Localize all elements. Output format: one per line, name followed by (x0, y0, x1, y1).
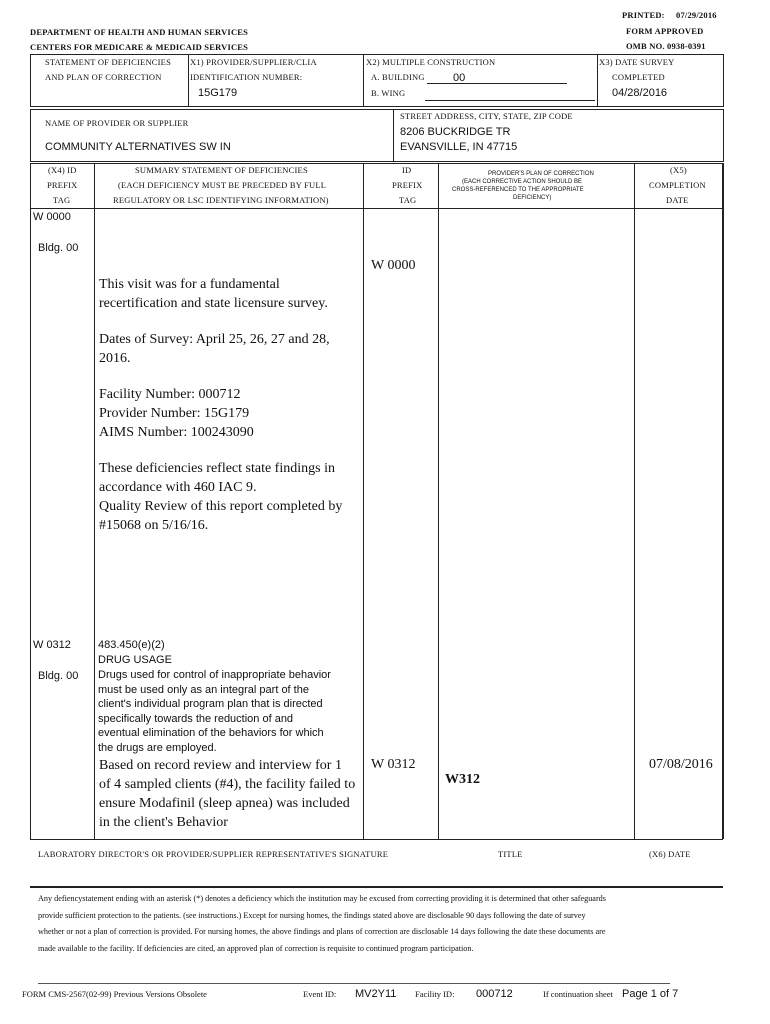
w0312-right-tag: W 0312 (371, 757, 416, 772)
facility-id-value: 000712 (476, 988, 513, 1000)
x3-label-2: COMPLETED (612, 72, 665, 82)
plan-header-4: DEFICIENCY) (513, 195, 552, 201)
w0312-tag: W 0312 (33, 639, 71, 651)
w0000-tag: W 0000 (33, 211, 71, 223)
department-title: DEPARTMENT OF HEALTH AND HUMAN SERVICES (30, 27, 249, 37)
facility-id-label: Facility ID: (415, 989, 455, 999)
centers-title: CENTERS FOR MEDICARE & MEDICAID SERVICES (30, 42, 249, 52)
completion-date: 07/08/2016 (649, 757, 713, 772)
id-header-3: TAG (399, 195, 417, 205)
x4-header-3: TAG (53, 195, 71, 205)
x5-header-2: COMPLETION (649, 180, 706, 190)
disclaimer-text: Any defiencystatement ending with an asterisk (*) denotes a deficiency which the institution may be excused from correcting providing it is determined that other safeguards provide sufficient protection to the patients. (see instructions.) Except for nursing homes, the findings stated above are disclosable 90 days following the date of survey whether or not a plan of correction is provided. For nursing homes, the above findings and plans of correction are disclosable 14 days following the date these documents are made available to the facility. If deficiencies are cited, an approved plan of correction is requisite to continued program participation. (38, 894, 606, 953)
regulation-title: DRUG USAGE (98, 654, 172, 666)
state-findings: These deficiencies reflect state findings in accordance with 460 IAC 9. (99, 461, 335, 495)
provider-name-value: COMMUNITY ALTERNATIVES SW IN (45, 141, 231, 153)
x2-label: X2) MULTIPLE CONSTRUCTION (366, 57, 496, 67)
x1-label-2: IDENTIFICATION NUMBER: (190, 72, 303, 82)
visit-description: This visit was for a fundamental recertification and state licensure survey. (99, 277, 328, 311)
plan-header-3: CROSS-REFERENCED TO THE APPROPRIATE (452, 187, 584, 193)
w0312-building: Bldg. 00 (38, 670, 79, 682)
omb-number: OMB NO. 0938-0391 (626, 41, 706, 51)
printed-label: PRINTED: (622, 10, 665, 20)
signature-label: LABORATORY DIRECTOR'S OR PROVIDER/SUPPLIER REPRESENTATIVE'S SIGNATURE (38, 849, 389, 859)
statement-label-2: AND PLAN OF CORRECTION (45, 72, 162, 82)
summary-header-2: (EACH DEFICIENCY MUST BE PRECEDED BY FULL (118, 180, 327, 190)
title-label: TITLE (498, 849, 523, 859)
finding-text: Based on record review and interview for 1 of 4 sampled clients (#4), the facility failed to ensure Modafinil (sleep apnea) was included in the client's Behavior (99, 758, 356, 830)
x5-header-1: (X5) (670, 165, 687, 175)
plan-header-2: (EACH CORRECTIVE ACTION SHOULD BE (462, 179, 583, 185)
wing-label: B. WING (371, 88, 406, 98)
regulation-code: 483.450(e)(2) (98, 639, 165, 651)
statement-label-1: STATEMENT OF DEFICIENCIES (45, 57, 172, 67)
id-header-2: PREFIX (392, 180, 423, 190)
summary-header-3: REGULATORY OR LSC IDENTIFYING INFORMATION) (113, 195, 329, 205)
building-label: A. BUILDING (371, 72, 425, 82)
id-header-1: ID (402, 165, 412, 175)
regulation-text: Drugs used for control of inappropriate behavior must be used only as an integral part of the client's individual program plan that is directed specifically towards the reduction of and eventual elimination of the behaviors for which the drugs are employed. (98, 669, 331, 754)
quality-review: Quality Review of this report completed by #15068 on 5/16/16. (99, 499, 343, 533)
address-line-1: 8206 BUCKRIDGE TR (400, 126, 511, 138)
x4-header-1: (X4) ID (48, 165, 77, 175)
provider-name-label: NAME OF PROVIDER OR SUPPLIER (45, 118, 189, 128)
plan-header-1: PROVIDER'S PLAN OF CORRECTION (488, 171, 594, 177)
plan-tag: W312 (445, 772, 480, 787)
w0000-building: Bldg. 00 (38, 242, 79, 254)
aims-number: AIMS Number: 100243090 (99, 425, 254, 440)
summary-header-1: SUMMARY STATEMENT OF DEFICIENCIES (135, 165, 308, 175)
w0000-right-tag: W 0000 (371, 258, 416, 273)
x6-date-label: (X6) DATE (649, 849, 691, 859)
x4-header-2: PREFIX (47, 180, 78, 190)
address-label: STREET ADDRESS, CITY, STATE, ZIP CODE (400, 111, 573, 121)
dates-of-survey: Dates of Survey: April 25, 26, 27 and 28, 2016. (99, 332, 330, 366)
x5-header-3: DATE (666, 195, 689, 205)
event-id-label: Event ID: (303, 989, 337, 999)
provider-id-value: 15G179 (198, 87, 238, 99)
building-value: 00 (453, 72, 466, 84)
address-line-2: EVANSVILLE, IN 47715 (400, 141, 518, 153)
provider-number: Provider Number: 15G179 (99, 406, 250, 421)
facility-number: Facility Number: 000712 (99, 387, 241, 402)
continuation-label: If continuation sheet (543, 989, 613, 999)
form-approved: FORM APPROVED (626, 26, 704, 36)
date-survey-value: 04/28/2016 (612, 87, 668, 99)
page-number: Page 1 of 7 (622, 988, 679, 1000)
event-id-value: MV2Y11 (355, 988, 397, 1000)
printed-date: 07/29/2016 (676, 10, 717, 20)
form-number: FORM CMS-2567(02-99) Previous Versions Obsolete (22, 989, 207, 999)
x1-label-1: X1) PROVIDER/SUPPLIER/CLIA (190, 57, 317, 67)
x3-label-1: X3) DATE SURVEY (599, 57, 675, 67)
